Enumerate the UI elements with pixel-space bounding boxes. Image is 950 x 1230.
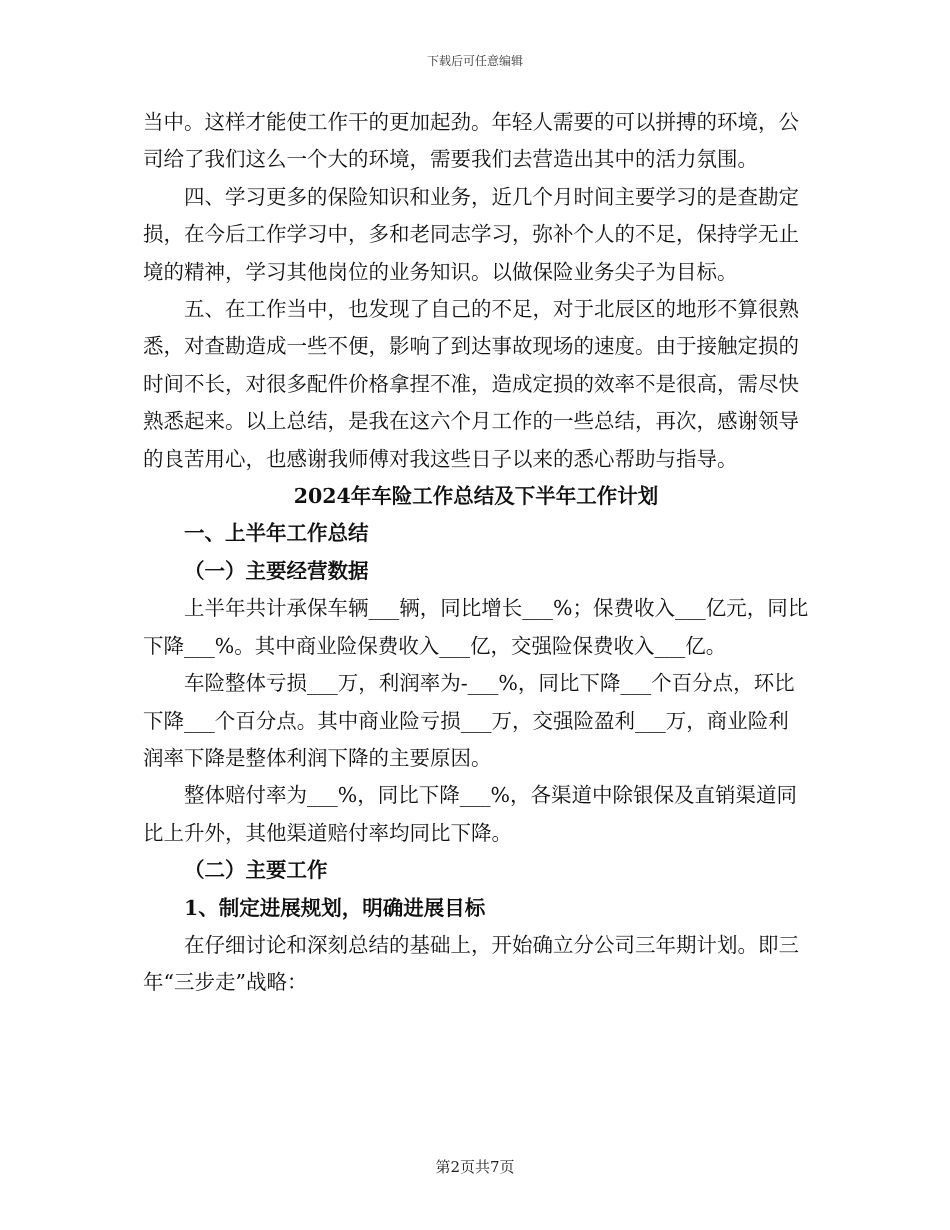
paragraph-profit-data: 车险整体亏损___万，利润率为-___%，同比下降___个百分点，环比下降___个百分点。其中商业险亏损___万，交强险盈利___万，商业险利润率下降是整体利润下降的主要原因。 <box>143 671 795 770</box>
document-body <box>143 104 809 1002</box>
header-note: 下载后可任意编辑 <box>426 54 523 68</box>
heading-plan-goals: 1、制定进展规划，明确进展目标 <box>184 895 486 920</box>
paragraph-point-five: 五、在工作当中，也发现了自己的不足，对于北辰区的地形不算很熟悉，对查勘造成一些不便，影响了到达事故现场的速度。由于接触定损的时间不长，对很多配件价格拿捏不准，造成定损的效率不是很高，需尽快熟悉起来。以上总结，是我在这六个月工作的一些总结，再次，感谢领导的良苦用心，也感谢我师傅对我这些日子以来的悉心帮助与指导。 <box>143 297 799 471</box>
paragraph-continuation: 当中。这样才能使工作干的更加起劲。年轻人需要的可以拼搏的环境，公司给了我们这么一个大的环境，需要我们去营造出其中的活力氛围。 <box>143 110 799 172</box>
page-indicator: 第2页共7页 <box>435 1158 515 1176</box>
heading-operating-data: （一）主要经营数据 <box>184 558 369 583</box>
paragraph-loss-ratio: 整体赔付率为___%，同比下降___%，各渠道中除银保及直销渠道同比上升外，其他渠道赔付率均同比下降。 <box>143 783 797 845</box>
paragraph-point-four: 四、学习更多的保险知识和业务，近几个月时间主要学习的是查勘定损，在今后工作学习中，多和老同志学习，弥补个人的不足，保持学无止境的精神，学习其他岗位的业务知识。以做保险业务尖子为目标。 <box>143 184 799 284</box>
heading-main-work: （二）主要工作 <box>184 858 328 883</box>
section-title: 2024年车险工作总结及下半年工作计划 <box>293 484 659 509</box>
heading-first-half-summary: 一、上半年工作总结 <box>184 521 369 546</box>
paragraph-premium-data: 上半年共计承保车辆___辆，同比增长___%；保费收入___亿元，同比下降___%。其中商业险保费收入___亿，交强险保费收入___亿。 <box>143 596 809 658</box>
paragraph-three-year-plan: 在仔细讨论和深刻总结的基础上，开始确立分公司三年期计划。即三年“三步走”战略： <box>143 932 799 995</box>
